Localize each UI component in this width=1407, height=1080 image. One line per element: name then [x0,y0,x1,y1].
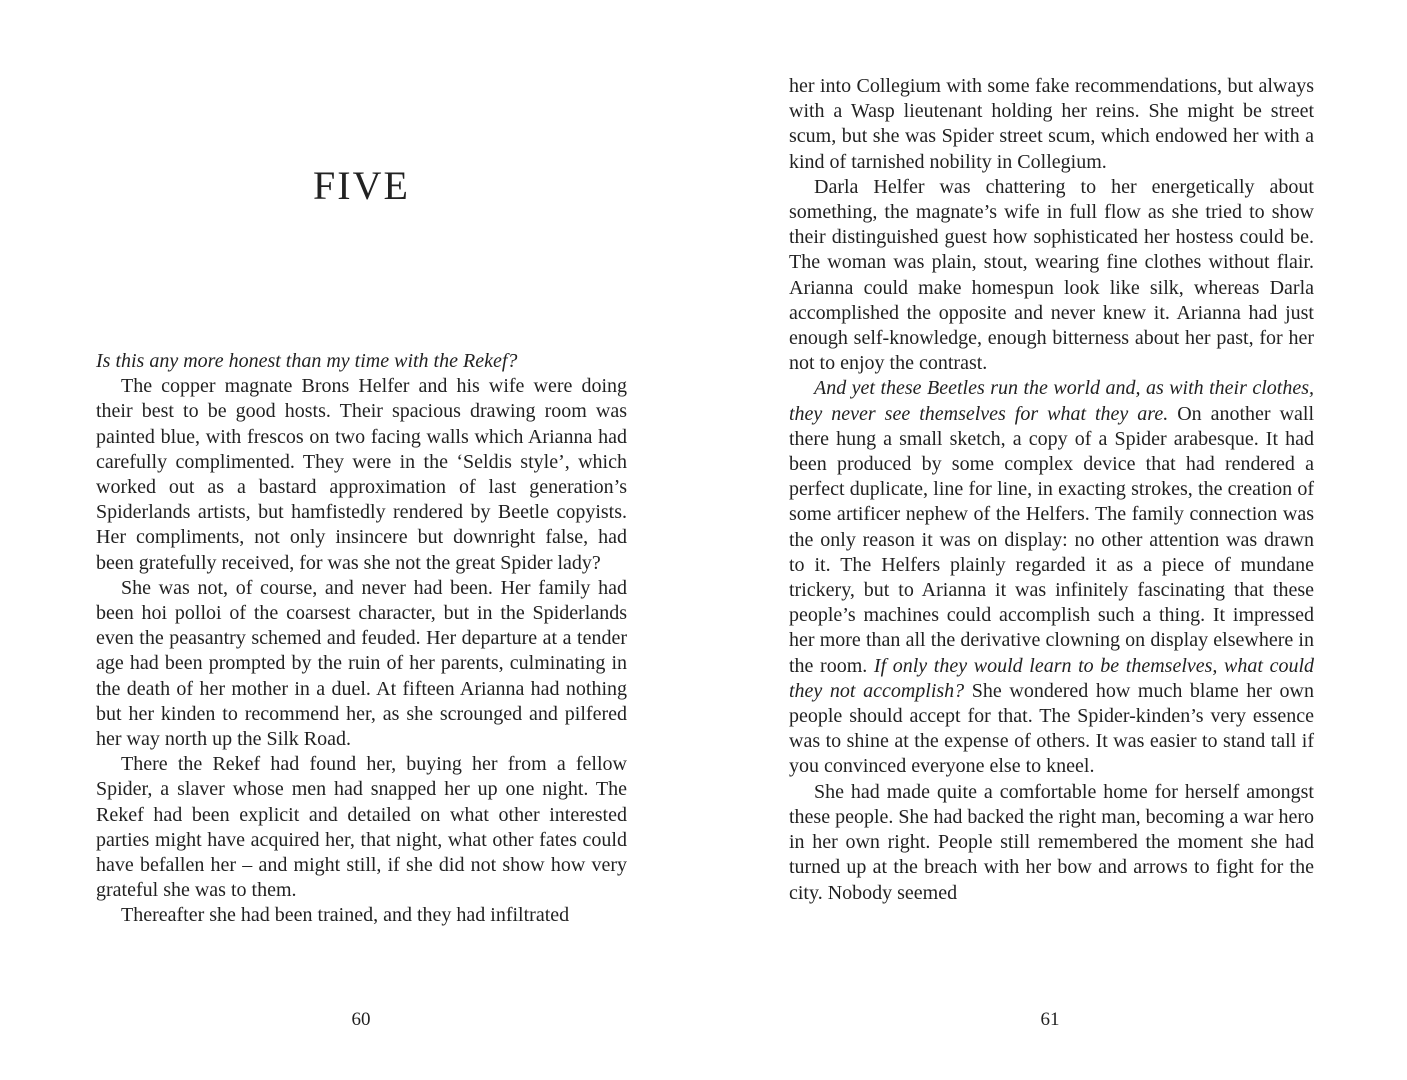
epigraph: Is this any more honest than my time with the Rekef? [96,350,518,372]
paragraph: Thereafter she had been trained, and they had infiltrated [121,904,570,927]
right-page-text [789,74,1314,906]
paragraph: Darla Helfer was chattering to her energetically about something, the magnate’s wife in full flow as she tried to show their distinguished guest how sophisticated her hostess could be. The woman was plain, stout, wearing fine clothes without flair. Arianna could make homespun look like silk, whereas Darla accomplished the opposite and never knew it. Arianna had just enough self-knowledge, enough bitterness about her past, for her not to enjoy the contrast. [789,175,1314,375]
page-number-right: 61 [1040,1009,1060,1030]
paragraph-text: On another wall there hung a small sketch, a copy of a Spider arabesque. It had been produced by some complex device that had rendered a perfect duplicate, line for line, in exacting strokes, the creation of some artificer nephew of the Helfers. The family connection was the only reason it was on display: no other attention was drawn to it. The Helfers plainly regarded it as a piece of mundane trickery, but to Arianna it was infinitely fascinating that these people’s machines could accomplish such a thing. It impressed her more than all the derivative clowning on display elsewhere in the room. [789,402,1315,677]
italic-thought: And yet these Beetles run the world and, as with their clothes, they never see themselves for what they are. [789,377,1314,425]
italic-thought: If only they would learn to be themselves, what could they not accomplish? [789,654,1314,702]
paragraph: The copper magnate Brons Helfer and his wife were doing their best to be good hosts. Their spacious drawing room was painted blue, with frescos on two facing walls which Arianna had carefully complimented. They were in the ‘Seldis style’, which worked out as a bastard approximation of last generation’s Spiderlands artists, but hamfistedly rendered by Beetle copyists. Her compliments, not only insincere but downright false, had been gratefully received, for was she not the great Spider lady? [96,375,627,574]
paragraph: She was not, of course, and never had been. Her family had been hoi polloi of the coarsest character, but in the Spiderlands even the peasantry schemed and feuded. Her departure at a tender age had been prompted by the ruin of her parents, culminating in the death of her mother in a duel. At fifteen Arianna had nothing but her kinden to recommend her, as she scrounged and pilfered her way north up the Silk Road. [96,576,627,751]
paragraph: She had made quite a comfortable home for herself amongst these people. She had backed the right man, becoming a war hero in her own right. People still remembered the moment she had turned up at the breach with her bow and arrows to fight for the city. Nobody seemed [789,780,1314,904]
paragraph: her into Collegium with some fake recommendations, but always with a Wasp lieutenant holding her reins. She might be street scum, but she was Spider street scum, which endowed her with a kind of tarnished nobility in Collegium. [789,75,1314,173]
page-number-left: 60 [351,1009,371,1030]
paragraph [789,376,1314,779]
paragraph: There the Rekef had found her, buying her from a fellow Spider, a slaver whose men had snapped her up one night. The Rekef had been explicit and detailed on what other interested parties might have acquired her, that night, what other fates could have befallen her – and might still, if she did not show how very grateful she was to them. [96,753,627,902]
paragraph-text: She wondered how much blame her own people should accept for that. The Spider-kinden’s very essence was to shine at the expense of others. It was easier to stand tall if you convinced everyone else to kneel. [789,679,1314,778]
left-page-text [96,349,627,929]
chapter-title: FIVE [313,163,410,208]
right-page [704,0,1407,1080]
